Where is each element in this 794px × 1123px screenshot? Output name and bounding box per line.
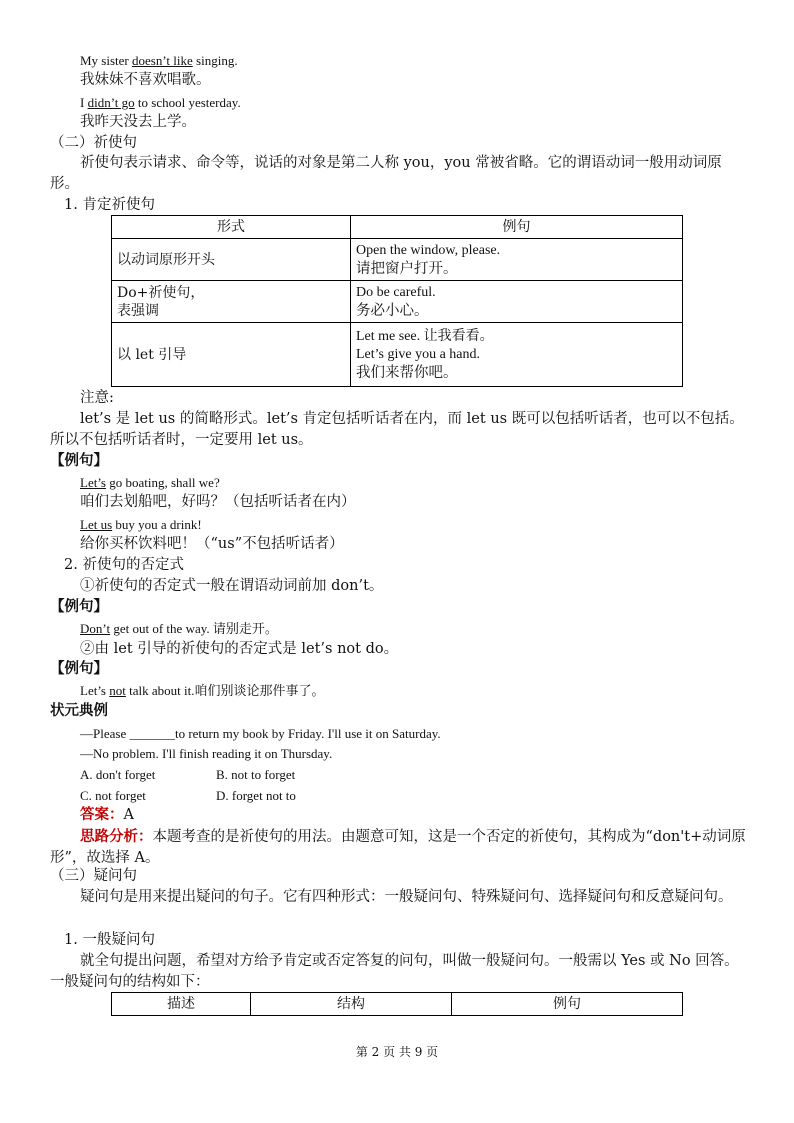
section2-subheading-positive: 1. 肯定祈使句 [64, 197, 155, 213]
section2-subheading-negative: 2. 祈使句的否定式 [64, 557, 184, 573]
section2-description: 祈使句表示请求、命令等，说话的对象是第二人称 you，you 常被省略。它的谓语动词一般用动词原形。 [50, 155, 722, 192]
section3-subheading: 1. 一般疑问句 [64, 932, 155, 948]
intro-example-1-en: My sister doesn’t like singing. [80, 53, 238, 68]
example-2-en: Let us buy you a drink! [80, 517, 202, 532]
question-structure-table [111, 992, 683, 1016]
section2-heading: （二）祈使句 [50, 135, 137, 151]
example-4: Let’s not talk about it.咱们别谈论那件事了。 [80, 683, 325, 698]
example-2-cn: 给你买杯饮料吧！（“us”不包括听话者） [80, 536, 344, 552]
intro-example-2-en: I didn’t go to school yesterday. [80, 95, 241, 110]
option-a: A. don't forget [80, 767, 156, 782]
table-cell-form: 以动词原形开头 [112, 239, 351, 281]
table-row [112, 323, 683, 387]
negative-rule-2: ②由 let 引导的祈使句的否定式是 let’s not do。 [80, 641, 399, 657]
example-1-en: Let’s go boating, shall we? [80, 475, 220, 490]
example-1-cn: 咱们去划船吧，好吗？（包括听话者在内） [80, 494, 356, 510]
table-cell-example: Let me see. 让我看看。 Let’s give you a hand. 我们来帮你吧。 [351, 323, 683, 387]
answer: 答案：A [80, 806, 134, 823]
table-header-structure: 结构 [251, 993, 452, 1016]
question-line-1: —Please _______to return my book by Friday. I'll use it on Saturday. [80, 726, 441, 741]
table-header-form: 形式 [112, 216, 351, 239]
table-cell-example: Open the window, please. 请把窗户打开。 [351, 239, 683, 281]
example-3: Don’t get out of the way. 请别走开。 [80, 621, 278, 636]
option-b: B. not to forget [216, 767, 296, 782]
negative-rule-1: ①祈使句的否定式一般在谓语动词前加 don’t。 [80, 578, 384, 594]
table-header-example: 例句 [452, 993, 683, 1016]
imperative-table [111, 215, 683, 387]
table-header-example: 例句 [351, 216, 683, 239]
example-label: 【例句】 [50, 452, 108, 469]
option-d: D. forget not to [216, 788, 296, 803]
note-label: 注意: [80, 390, 114, 406]
intro-example-2-cn: 我昨天没去上学。 [80, 114, 196, 130]
option-c: C. not forget [80, 788, 146, 803]
table-row [112, 239, 683, 281]
section3-heading: （三）疑问句 [50, 868, 137, 884]
table-header-description: 描述 [112, 993, 251, 1016]
table-cell-form: Do+祈使句， 表强调 [112, 281, 351, 323]
typical-example-label: 状元典例 [50, 702, 108, 719]
section3-description-2: 就全句提出问题，希望对方给予肯定或否定答复的问句，叫做一般疑问句。一般需以 Yes 或 No 回答。一般疑问句的结构如下： [50, 953, 739, 990]
table-row [112, 281, 683, 323]
table-cell-example: Do be careful. 务必小心。 [351, 281, 683, 323]
note-text: let’s 是 let us 的简略形式。let’s 肯定包括听话者在内，而 let us 既可以包括听话者，也可以不包括。所以不包括听话者时，一定要用 let us。 [50, 411, 744, 448]
table-cell-form: 以 let 引导 [112, 323, 351, 387]
example-label: 【例句】 [50, 660, 108, 677]
intro-example-1-cn: 我妹妹不喜欢唱歌。 [80, 72, 211, 88]
page-footer: 第 2 页 共 9 页 [355, 1045, 439, 1059]
section3-description: 疑问句是用来提出疑问的句子。它有四种形式：一般疑问句、特殊疑问句、选择疑问句和反意疑问句。 [80, 889, 733, 905]
analysis: 思路分析：本题考查的是祈使句的用法。由题意可知，这是一个否定的祈使句，其构成为“don't+动词原形”，故选择 A。 [50, 828, 746, 866]
question-line-2: —No problem. I'll finish reading it on Thursday. [80, 746, 333, 761]
example-label: 【例句】 [50, 598, 108, 615]
